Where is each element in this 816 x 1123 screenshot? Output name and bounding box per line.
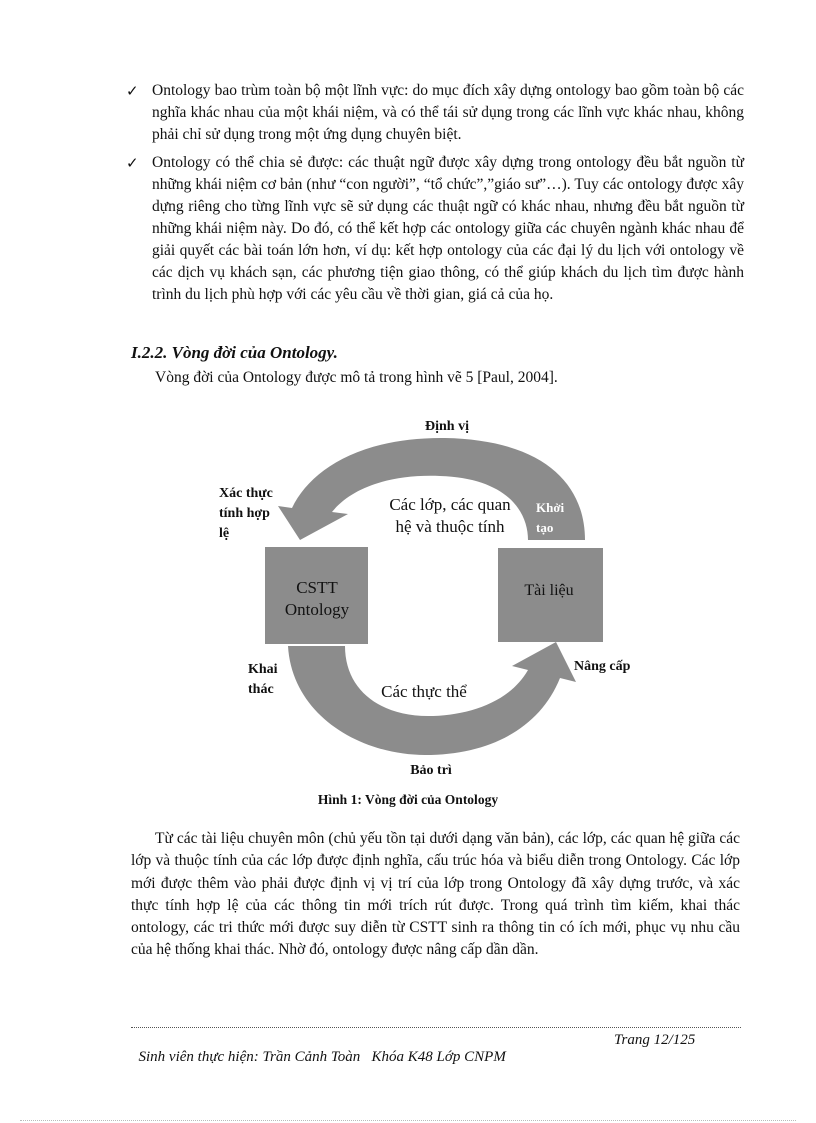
left-bottom-label-2: thác [248, 682, 274, 697]
arrow-tail-label-2: tạo [536, 520, 554, 535]
inner-bottom-label: Các thực thể [381, 682, 467, 701]
right-bottom-label: Nâng cấp [574, 659, 631, 674]
intro-text: Vòng đời của Ontology được mô tả trong hình vẽ 5 [Paul, 2004]. [155, 369, 558, 386]
left-top-label-1: Xác thực [219, 486, 273, 501]
left-top-label-2: tính hợp [219, 506, 270, 521]
figure-caption: Hình 1: Vòng đời của Ontology [317, 792, 499, 807]
bullet-text: Ontology có thể chia sẻ được: các thuật ngữ được xây dựng trong ontology đều bắt nguồn từ những khái niệm cơ bản (như “con người”, “tổ chức”,”giáo sư”…). Tuy các ontology được xây dựng riêng cho từng lĩnh vực sẽ sử dụng các thuật ngữ có khác nhau, nhưng đều bắt nguồn từ những khái niệm này. Do đó, có thể kết hợp các ontology giữa các chuyên ngành khác nhau để giải quyết các bài toán lớn hơn, ví dụ: kết hợp ontology của các đại lý du lịch với ontology về các dịch vụ khách sạn, các phương tiện giao thông, có thể giúp khách du lịch tìm được hành trình du lịch phù hợp với các yêu cầu về thời gian, giá cả của họ. [152, 154, 744, 303]
section-heading: I.2.2. Vòng đời của Ontology. [131, 343, 338, 362]
checkmark-icon: ✓ [126, 82, 139, 100]
inner-top-label-1: Các lớp, các quan [389, 495, 511, 514]
box-left-line1: CSTT [296, 578, 338, 597]
footer-divider [131, 1027, 741, 1028]
footer [131, 1032, 696, 1083]
box-left-line2: Ontology [284, 600, 350, 619]
footer-page-number: Trang 12/125 [614, 1032, 696, 1048]
bottom-label: Bảo trì [410, 763, 452, 778]
left-top-label-3: lệ [219, 526, 230, 541]
page-bottom-divider [20, 1120, 796, 1121]
footer-author: Sinh viên thực hiện: Trần Cảnh Toàn Khóa K48 Lớp CNPM [138, 1049, 506, 1065]
inner-top-label-2: hệ và thuộc tính [395, 517, 505, 536]
left-bottom-label-1: Khai [248, 662, 278, 677]
box-right-label: Tài liệu [524, 582, 574, 599]
bullet-text: Ontology bao trùm toàn bộ một lĩnh vực: do mục đích xây dựng ontology bao gồm toàn bộ các nghĩa khác nhau của một khái niệm, và có thể tái sử dụng trong các lĩnh vực khác nhau, không phải chỉ sử dụng trong một ứng dụng chuyên biệt. [152, 82, 744, 143]
arrow-tail-label-1: Khởi [536, 500, 565, 515]
body-paragraph: Từ các tài liệu chuyên môn (chủ yếu tồn tại dưới dạng văn bản), các lớp, các quan hệ giữa các lớp và thuộc tính của các lớp được định nghĩa, cấu trúc hóa và biểu diễn trong Ontology. Các lớp mới được thêm vào phải được định vị vị trí của lớp trong Ontology đã xây dựng trước, và xác thực tính hợp lệ của các thông tin mới trích rút được. Trong quá trình tìm kiếm, khai thác ontology, các tri thức mới được suy diễn từ CSTT sinh ra thông tin có ích mới, phục vụ nhu cầu của hệ thống khai thác. Nhờ đó, ontology được nâng cấp dần dần. [131, 830, 740, 959]
top-label: Định vị [425, 419, 469, 434]
checkmark-icon: ✓ [126, 154, 139, 172]
